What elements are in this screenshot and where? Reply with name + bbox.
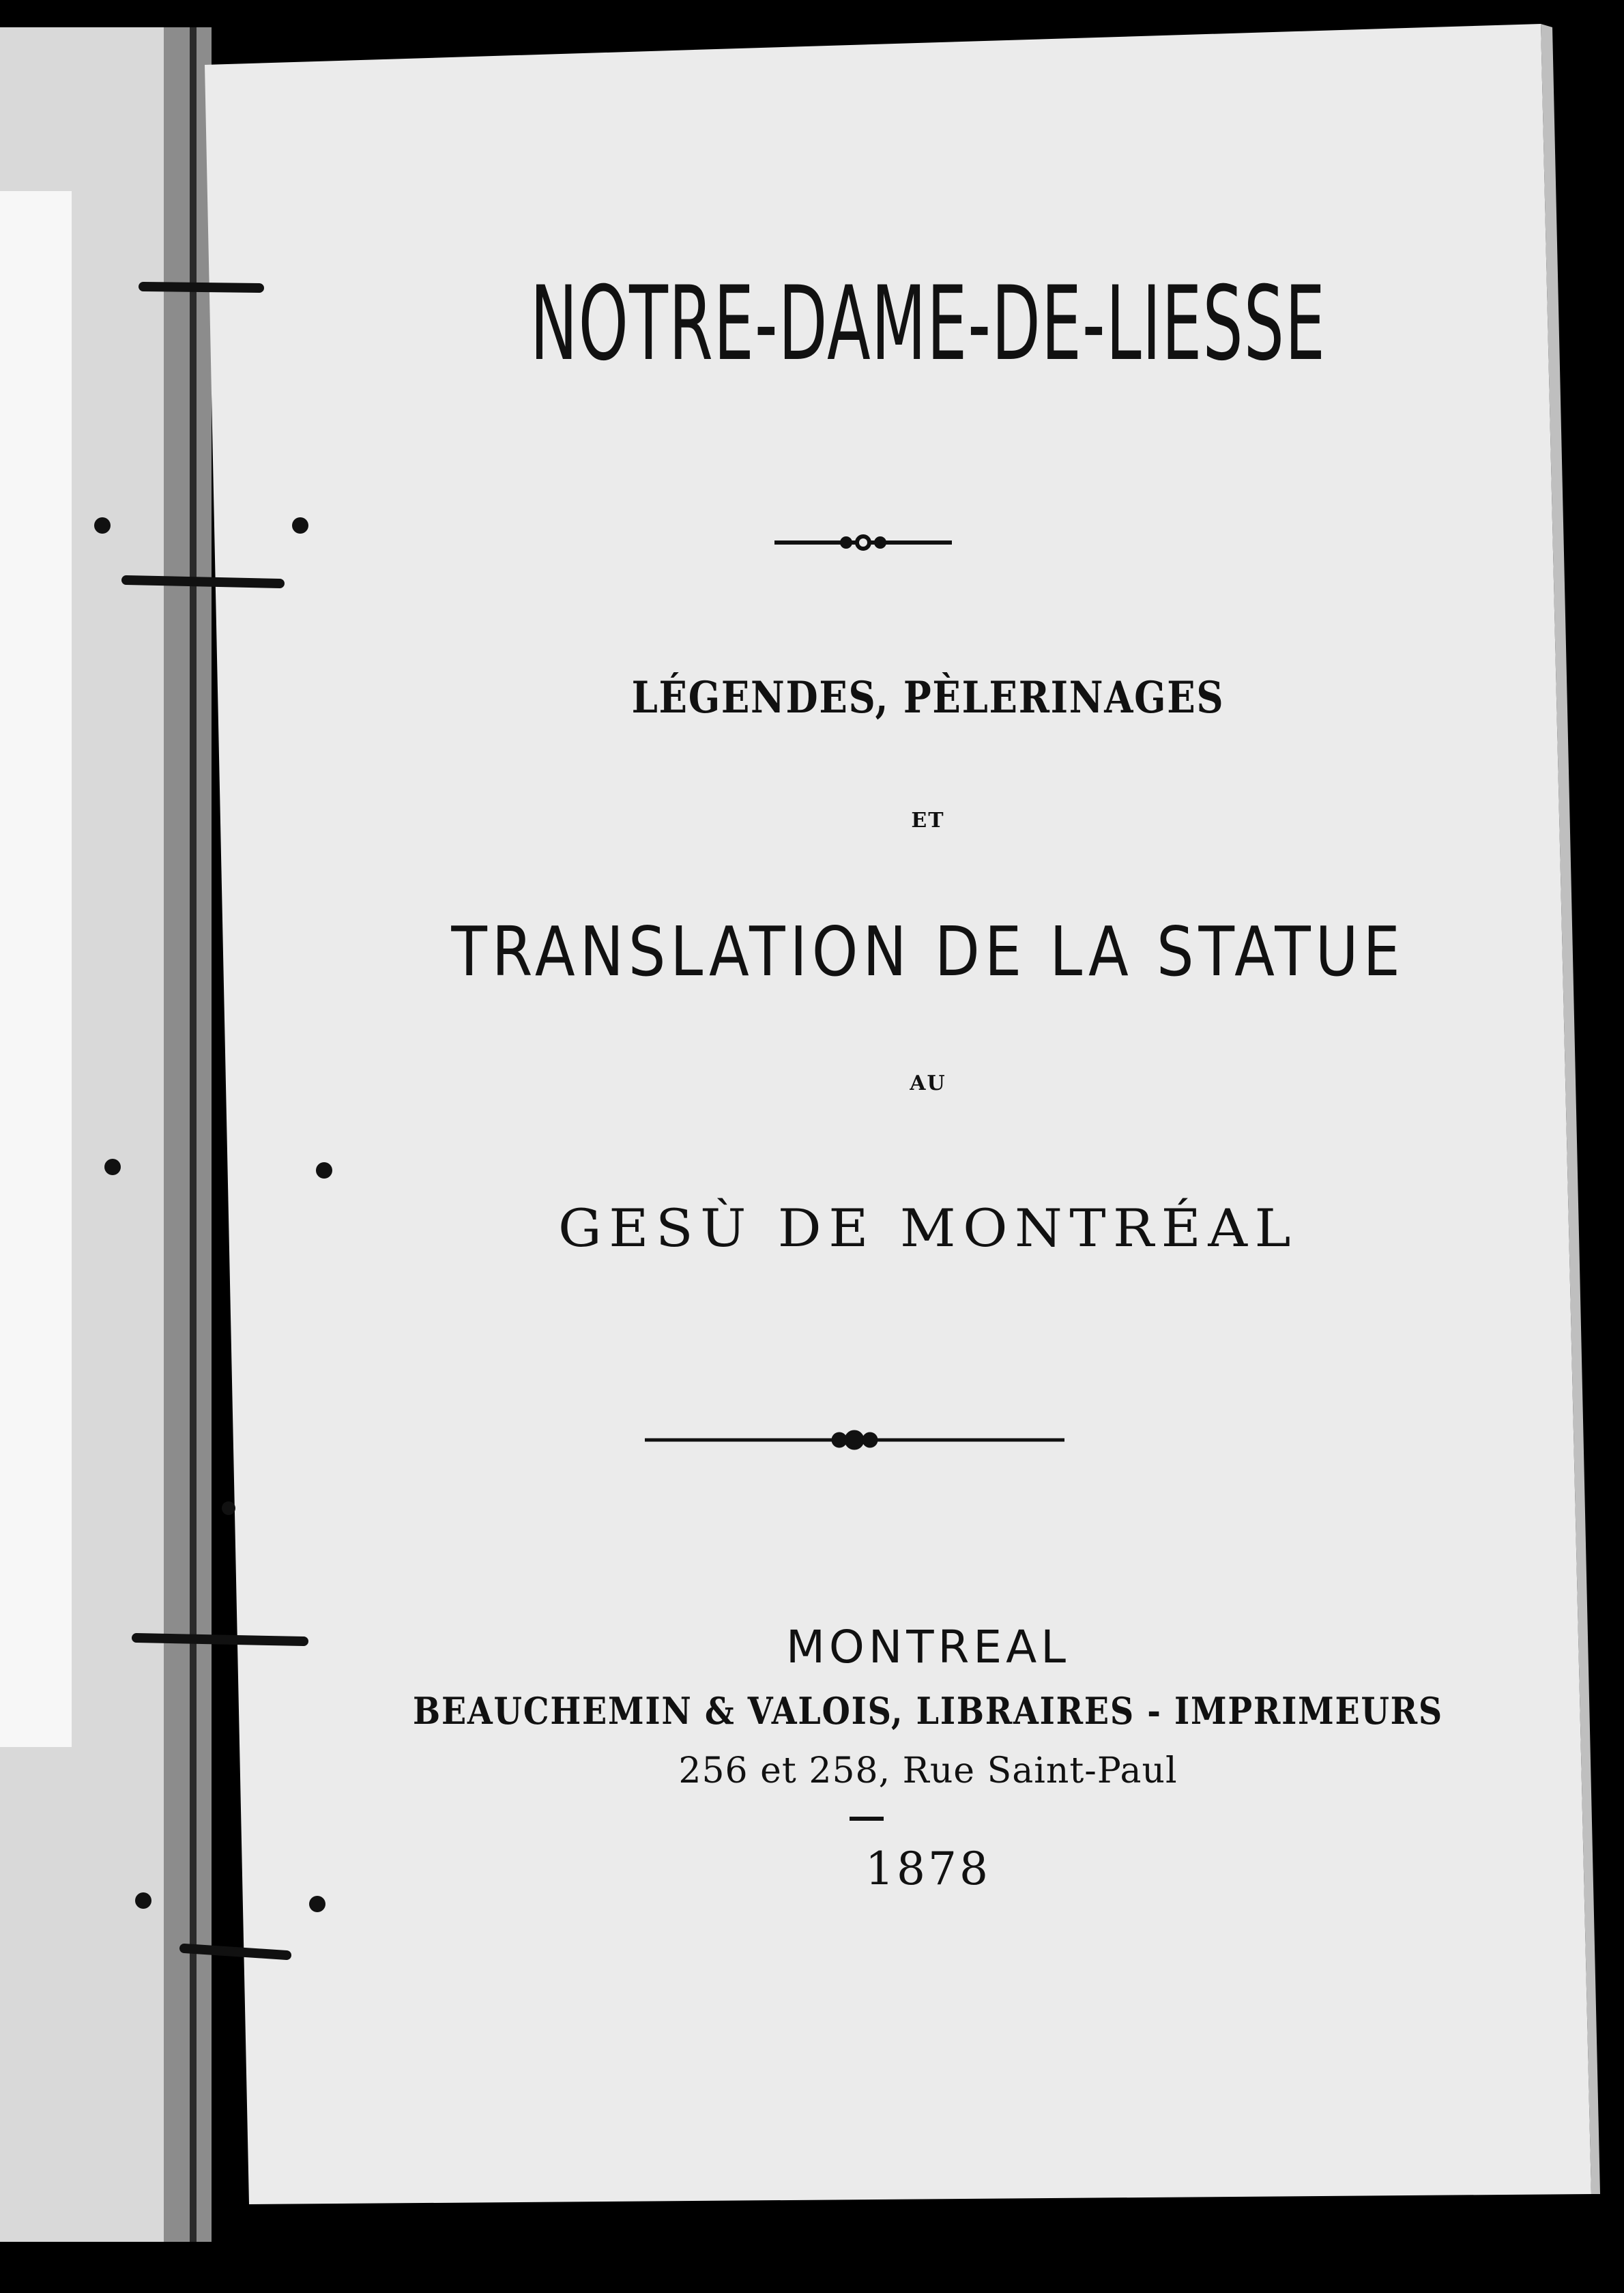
- binding-gutter: [164, 27, 212, 2242]
- preposition-au: AU: [910, 1071, 946, 1095]
- location-heading: GESÙ DE MONTRÉAL: [557, 1198, 1299, 1258]
- left-leaf-white-insert: [0, 191, 72, 1747]
- imprint-year: 1878: [865, 1843, 991, 1895]
- book-subtitle: LÉGENDES, PÈLERINAGES: [631, 672, 1225, 723]
- binding-line: [190, 27, 197, 2242]
- book-title: NOTRE-DAME-DE-LIESSE: [530, 265, 1326, 384]
- imprint-city: MONTREAL: [785, 1621, 1071, 1673]
- imprint-address: 256 et 258, Rue Saint-Paul: [678, 1750, 1178, 1791]
- translation-heading: TRANSLATION DE LA STATUE: [451, 912, 1405, 992]
- imprint-publisher: BEAUCHEMIN & VALOIS, LIBRAIRES - IMPRIMEURS: [413, 1689, 1443, 1733]
- conjunction-et: ET: [911, 809, 945, 833]
